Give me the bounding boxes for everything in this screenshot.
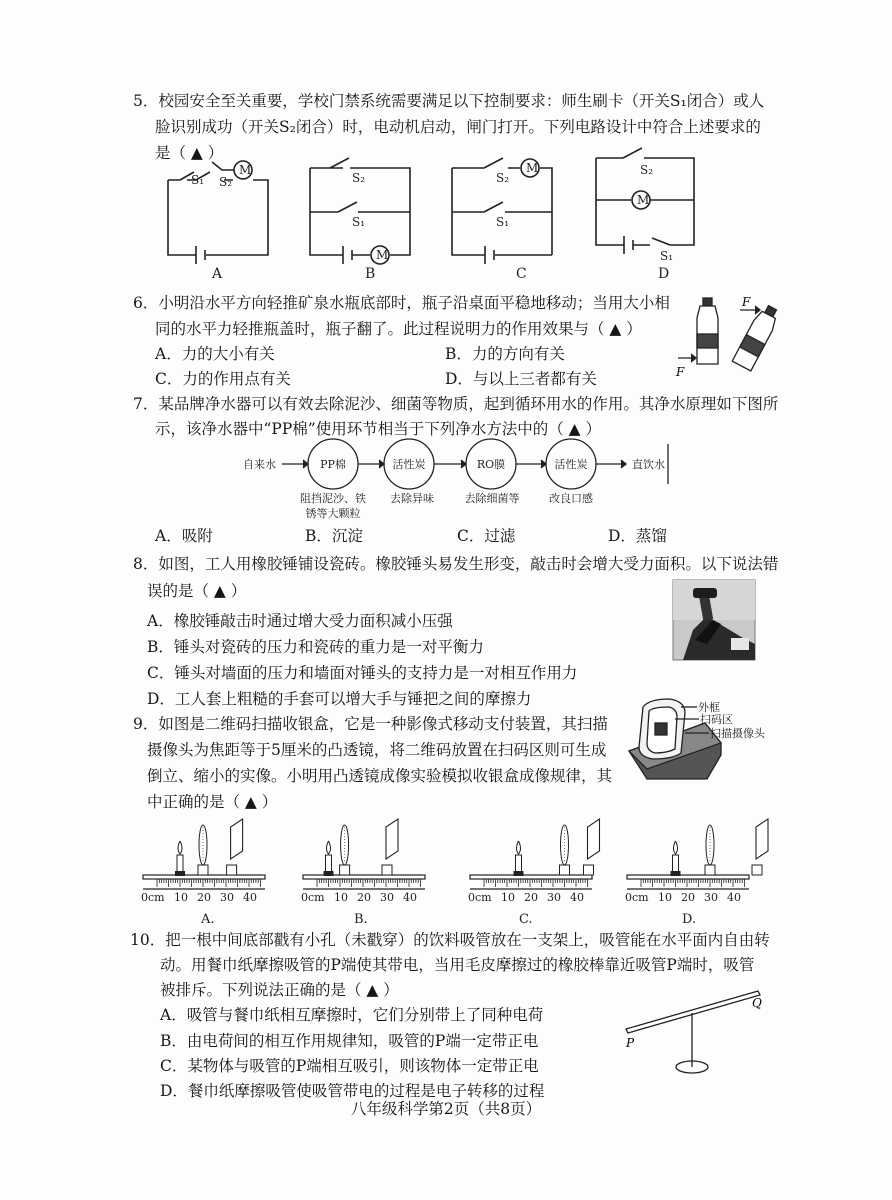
- candle-holder: [324, 871, 334, 876]
- flow-output: 直饮水: [632, 458, 665, 471]
- bench-a: [141, 819, 265, 904]
- ruler-label: 0cm: [625, 891, 649, 904]
- candle-holder: [514, 871, 524, 876]
- q10-option-a: A．吸管与餐巾纸相互摩擦时，它们分别带上了同种电荷: [160, 1006, 544, 1024]
- q7-line-1: 7．某品牌净水器可以有效去除泥沙、细菌等物质，起到循环用水的作用。其净水原理如下图所: [133, 395, 779, 413]
- light-screen: [231, 819, 243, 859]
- qr-scanner-device: [625, 693, 775, 783]
- q10-option-b: B．由电荷间的相互作用规律知，吸管的P端一定带正电: [160, 1032, 539, 1050]
- stage-pp: PP棉: [320, 458, 346, 471]
- q10-line-1: 10．把一根中间底部戳有小孔（未戳穿）的饮料吸管放在一支架上，吸管能在水平面内自由转: [130, 931, 770, 949]
- s1-label-d: S₁: [660, 249, 674, 263]
- bench-label-d: D.: [682, 912, 697, 927]
- ruler-label: 20: [197, 891, 211, 904]
- ruler-label: 10: [658, 891, 672, 904]
- bench-bar: [303, 875, 425, 879]
- bench-bar: [143, 875, 265, 879]
- q10-option-d: D．餐巾纸摩擦吸管使吸管带电的过程是电子转移的过程: [160, 1082, 545, 1100]
- s1-label-a: S₁: [191, 173, 205, 187]
- ruler-label: 0cm: [468, 891, 492, 904]
- stage-carbon-2: 活性炭: [554, 458, 588, 471]
- candle: [326, 855, 332, 873]
- ruler-label: 0cm: [141, 891, 165, 904]
- motor-label-a: M: [239, 163, 252, 177]
- option-label-b: B: [365, 266, 376, 282]
- q8-option-b: B．锤头对瓷砖的压力和瓷砖的重力是一对平衡力: [147, 638, 484, 656]
- screen-holder: [227, 865, 237, 875]
- ruler-label: 30: [547, 891, 561, 904]
- q5-line-1: 5．校园安全至关重要，学校门禁系统需要满足以下控制要求：师生刷卡（开关S₁闭合）或人: [133, 92, 765, 110]
- q10-option-c: C．某物体与吸管的P端相互吸引，则该物体一定带正电: [160, 1057, 539, 1075]
- note-carbon-2: 改良口感: [549, 492, 593, 505]
- q8-option-a: A．橡胶锤敲击时通过增大受力面积减小压强: [147, 612, 453, 630]
- light-screen: [588, 819, 600, 859]
- ruler-label: 20: [357, 891, 371, 904]
- option-label-c: C: [516, 266, 527, 282]
- option-label-a: A: [212, 266, 223, 282]
- ruler-label: 40: [403, 891, 417, 904]
- q6-line-1: 6．小明沿水平方向轻推矿泉水瓶底部时，瓶子沿桌面平稳地移动；当用大小相: [133, 294, 670, 312]
- stage-carbon-1: 活性炭: [392, 458, 426, 471]
- rubber-hammer-photo: [673, 580, 755, 660]
- q10-line-2: 动。用餐巾纸摩擦吸管的P端使其带电，当用毛皮摩擦过的橡胶棒靠近吸管P端时，吸管: [160, 956, 755, 974]
- screen-holder: [584, 865, 594, 875]
- bench-c: [468, 819, 600, 904]
- ruler-label: 30: [380, 891, 394, 904]
- lens-holder: [705, 865, 715, 875]
- q8-line-1: 8．如图，工人用橡胶锤铺设瓷砖。橡胶锤头易发生形变，敲击时会增大受力面积。以下说法错: [133, 555, 779, 573]
- bottle-figure: [676, 292, 786, 382]
- s1-label-c: S₁: [496, 215, 510, 229]
- q7-option-d: D．蒸馏: [608, 527, 667, 545]
- s1-label-b: S₁: [352, 215, 366, 229]
- q10-line-3: 被排斥。下列说法正确的是（ ▲ ）: [160, 981, 399, 999]
- candle-flame: [327, 841, 331, 854]
- bench-bar: [627, 875, 749, 879]
- device-label-scan-area: 扫码区: [700, 713, 733, 726]
- bench-d: [625, 819, 768, 904]
- q8-option-d: D．工人套上粗糙的手套可以增大手与锤把之间的摩擦力: [147, 690, 532, 708]
- s2-label-a: S₂: [219, 175, 233, 189]
- q5-circuit-diagrams: [0, 150, 892, 280]
- s2-label-b: S₂: [352, 171, 366, 185]
- q6-line-2: 同的水平力轻推瓶盖时，瓶子翻了。此过程说明力的作用效果与（ ▲ ）: [155, 320, 642, 338]
- screen-holder: [382, 865, 392, 875]
- straw-end-q: Q: [752, 996, 762, 1010]
- ruler-label: 10: [334, 891, 348, 904]
- q7-option-a: A．吸附: [155, 527, 213, 545]
- motor-label-b: M: [376, 248, 389, 262]
- motor-label-d: M: [637, 193, 650, 207]
- candle: [177, 855, 183, 873]
- q6-option-d: D．与以上三者都有关: [445, 370, 597, 388]
- candle: [516, 855, 522, 873]
- ruler-label: 20: [681, 891, 695, 904]
- bench-label-a: A.: [201, 912, 215, 927]
- candle-holder: [671, 871, 681, 876]
- q6-option-a: A．力的大小有关: [155, 345, 275, 363]
- lens-holder: [340, 865, 350, 875]
- note-pp-1: 阻挡泥沙、铁: [300, 492, 366, 505]
- q7-option-b: B．沉淀: [305, 527, 363, 545]
- force-label-bottom: F: [676, 365, 685, 379]
- q9-line-2: 摄像头为焦距等于5厘米的凸透镜，将二维码放置在扫码区则可生成: [147, 741, 607, 759]
- q9-line-4: 中正确的是（ ▲ ）: [147, 793, 278, 811]
- lens-holder: [198, 865, 208, 875]
- motor-label-c: M: [526, 161, 539, 175]
- ruler-label: 10: [501, 891, 515, 904]
- bench-b: [301, 819, 425, 904]
- ruler-label: 30: [704, 891, 718, 904]
- ruler-label: 20: [524, 891, 538, 904]
- page-footer: 八年级科学第2页（共8页）: [350, 1100, 542, 1118]
- ruler-label: 40: [570, 891, 584, 904]
- device-label-frame: 外框: [698, 701, 720, 714]
- q5-line-3: 是（ ▲ ）: [155, 144, 224, 162]
- candle-flame: [674, 841, 678, 854]
- light-screen: [756, 819, 768, 859]
- screen-holder: [752, 865, 762, 875]
- flow-input: 自来水: [243, 458, 276, 471]
- stage-ro: RO膜: [476, 458, 506, 471]
- note-pp-2: 锈等大颗粒: [305, 507, 361, 520]
- s2-label-c: S₂: [496, 171, 510, 185]
- force-label-top: F: [742, 295, 751, 309]
- q7-line-2: 示，该净水器中“PP棉”使用环节相当于下列净水方法中的（ ▲ ）: [155, 420, 601, 438]
- water-purifier-flow: [0, 442, 892, 522]
- candle-flame: [517, 841, 521, 854]
- q8-option-c: C．锤头对墙面的压力和墙面对锤头的支持力是一对相互作用力: [147, 664, 578, 682]
- q5-line-2: 脸识别成功（开关S₂闭合）时，电动机启动，闸门打开。下列电路设计中符合上述要求的: [155, 118, 761, 136]
- candle: [673, 855, 679, 873]
- straw-on-stand-figure: [620, 985, 770, 1085]
- note-carbon: 去除异味: [390, 492, 434, 505]
- candle-flame: [178, 841, 182, 854]
- bench-label-c: C.: [519, 912, 533, 927]
- ruler-label: 10: [174, 891, 188, 904]
- ruler-label: 40: [727, 891, 741, 904]
- q6-option-b: B．力的方向有关: [445, 345, 565, 363]
- ruler-label: 30: [220, 891, 234, 904]
- bench-bar: [470, 875, 592, 879]
- lens-holder: [560, 865, 570, 875]
- option-label-d: D: [658, 266, 670, 282]
- straw-end-p: P: [626, 1036, 635, 1050]
- device-label-camera: 扫描摄像头: [710, 727, 765, 740]
- q9-line-3: 倒立、缩小的实像。小明用凸透镜成像实验模拟收银盒成像规律，其: [147, 767, 613, 785]
- q7-option-c: C．过滤: [457, 527, 516, 545]
- note-ro: 去除细菌等: [464, 492, 520, 505]
- ruler-label: 0cm: [301, 891, 325, 904]
- ruler-label: 40: [243, 891, 257, 904]
- s2-label-d: S₂: [640, 163, 654, 177]
- q8-line-2: 误的是（ ▲ ）: [147, 582, 247, 600]
- candle-holder: [175, 871, 185, 876]
- q6-option-c: C．力的作用点有关: [155, 370, 291, 388]
- q9-line-1: 9．如图是二维码扫描收银盒，它是一种影像式移动支付装置，其扫描: [133, 715, 608, 733]
- bench-label-b: B.: [354, 912, 368, 927]
- optical-bench-options: [0, 815, 892, 925]
- light-screen: [386, 819, 398, 859]
